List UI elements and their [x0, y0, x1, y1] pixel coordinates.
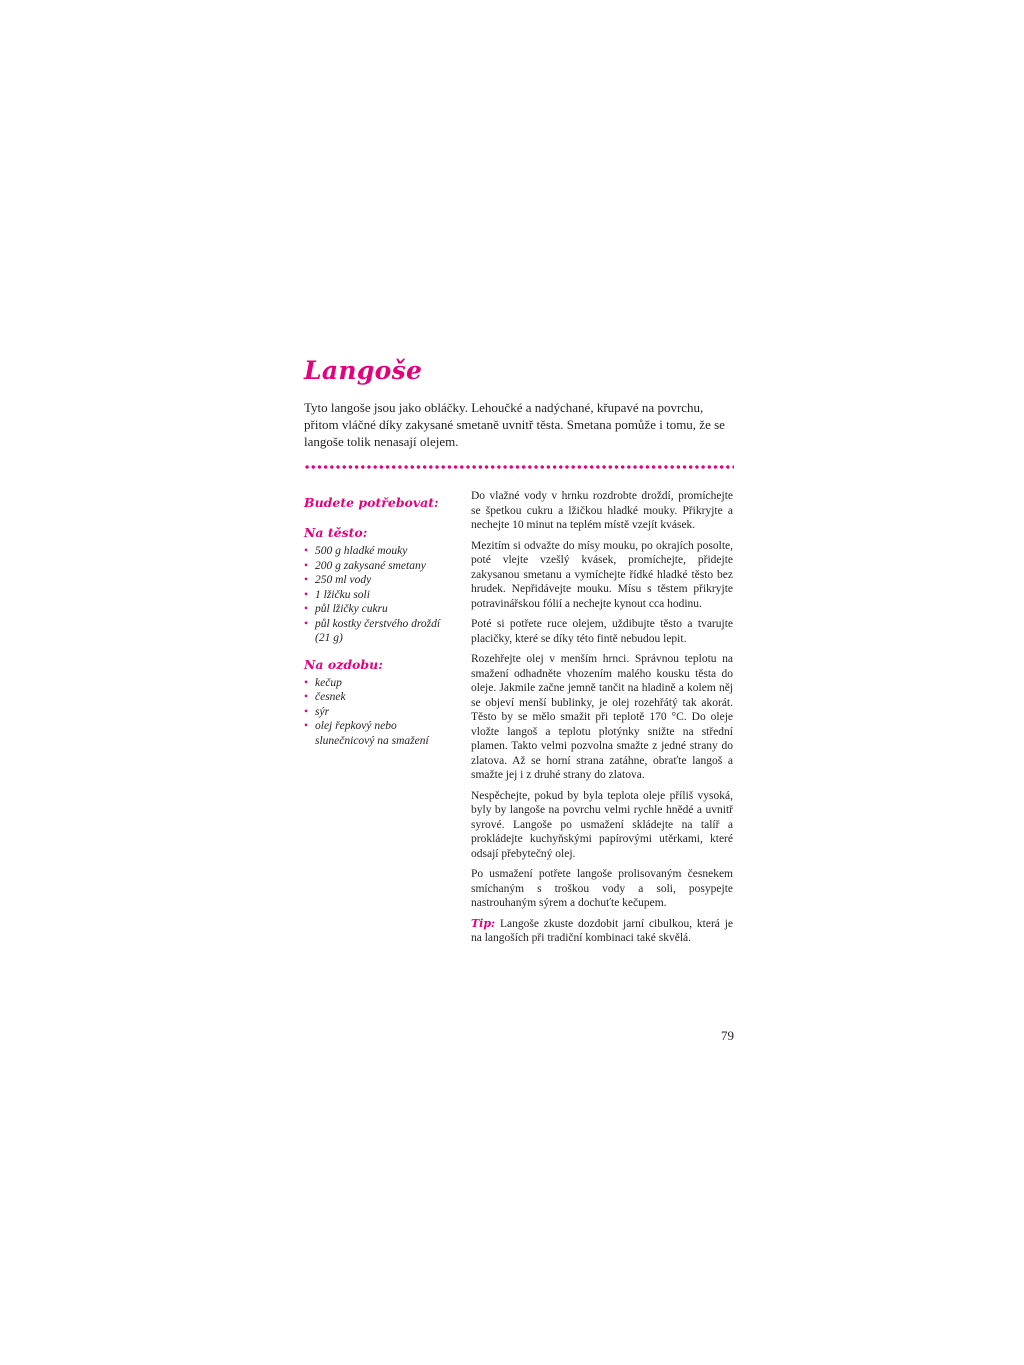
topping-ingredient-list — [304, 676, 454, 749]
dough-ingredient-list — [304, 544, 454, 646]
bullet-icon: • — [304, 559, 309, 572]
bullet-icon: • — [304, 720, 309, 732]
bullet-icon: • — [304, 617, 309, 630]
bullet-icon: • — [304, 676, 309, 689]
instruction-paragraph: Mezitím si odvažte do mísy mouku, po okrajích posolte, poté vlejte vzešlý kvásek, promíchejte, přidejte zakysanou smetanu a vymíchejte řídké hladké těsto bez hrudek. Nepřidávejte mouku. Mísu s těstem přikryjte potravinářskou fólií a nechejte kynout cca hodinu. — [471, 539, 733, 610]
list-item: • olej řepkový nebo slunečnicový na smažení — [304, 720, 429, 747]
list-item: • půl lžičky cukru — [304, 603, 388, 615]
list-item: • 250 ml vody — [304, 574, 372, 586]
list-item: • česnek — [304, 691, 346, 703]
bullet-icon: • — [304, 588, 309, 601]
list-item: • 500 g hladké mouky — [304, 545, 408, 557]
bullet-icon: • — [304, 545, 309, 557]
page-number: 79 — [721, 1028, 734, 1043]
dough-heading: Na těsto: — [304, 525, 368, 540]
bullet-icon: • — [304, 574, 309, 586]
instruction-paragraph: Nespěchejte, pokud by byla teplota oleje příliš vysoká, byly by langoše na povrchu velmi rychle hnědé a uvnitř syrové. Langoše po usmažení skládejte na talíř a prokládejte kuchyňskými papírovými utěrkami, které odsají přebytečný olej. — [471, 789, 733, 860]
tip-text: Langoše zkuste dozdobit jarní cibulkou, která je na langoších při tradiční kombinaci také skvělá. — [471, 917, 734, 944]
instruction-paragraph: Rozehřejte olej v menším hrnci. Správnou teplotu na smažení odhadněte vhozením malého kousku těsta do oleje. Jakmile začne jemně tančit na hladině a kolem něj se objeví menší bublinky, je olej rozehřátý tak akorát. Těsto by se mělo smažit při teplotě 170 °C. Do oleje vložte langoš a teplotu plotýnky snižte na střední plamen. Takto velmi pozvolna smažte z jedné strany do zlatova. Až se horní strana zatáhne, obraťte langoš a smažte jej i z druhé strany do zlatova. — [471, 653, 733, 781]
ingredients-heading: Budete potřebovat: — [304, 495, 439, 510]
list-item: • sýr — [304, 705, 330, 718]
instruction-paragraph: Poté si potřete ruce olejem, uždibujte těsto a tvarujte placičky, které se díky této fintě nebudou lepit. — [471, 618, 733, 645]
instruction-paragraph: Po usmažení potřete langoše prolisovaným česnekem smíchaným s troškou vody a soli, posypejte nastrouhaným sýrem a dochuťte kečupem. — [471, 868, 733, 909]
bullet-icon: • — [304, 691, 309, 703]
topping-heading: Na ozdobu: — [304, 656, 383, 672]
list-item: • půl kostky čerstvého droždí (21 g) — [304, 617, 441, 644]
list-item: • 200 g zakysané smetany — [304, 559, 426, 572]
list-item: • kečup — [304, 676, 342, 689]
tip-paragraph — [471, 917, 733, 946]
bullet-icon: • — [304, 705, 309, 718]
recipe-title: Langoše — [304, 356, 423, 385]
instruction-paragraph: Do vlažné vody v hrnku rozdrobte droždí, promíchejte se špetkou cukru a lžičkou hladké mouky. Přikryjte a nechejte 10 minut na teplém místě vzejít kvásek. — [471, 490, 733, 531]
ingredients-column — [304, 494, 454, 748]
recipe-intro: Tyto langoše jsou jako obláčky. Lehoučké a nadýchané, křupavé na povrchu, přitom vláčné díky zakysané smetaně uvnitř těsta. Smetana pomůže i tomu, že se langoše tolik nenasají olejem. — [304, 400, 725, 449]
dotted-divider — [304, 464, 734, 470]
tip-label: Tip: — [471, 916, 496, 930]
instructions-column — [471, 489, 733, 952]
list-item: • 1 lžičku soli — [304, 588, 370, 601]
bullet-icon: • — [304, 603, 309, 615]
